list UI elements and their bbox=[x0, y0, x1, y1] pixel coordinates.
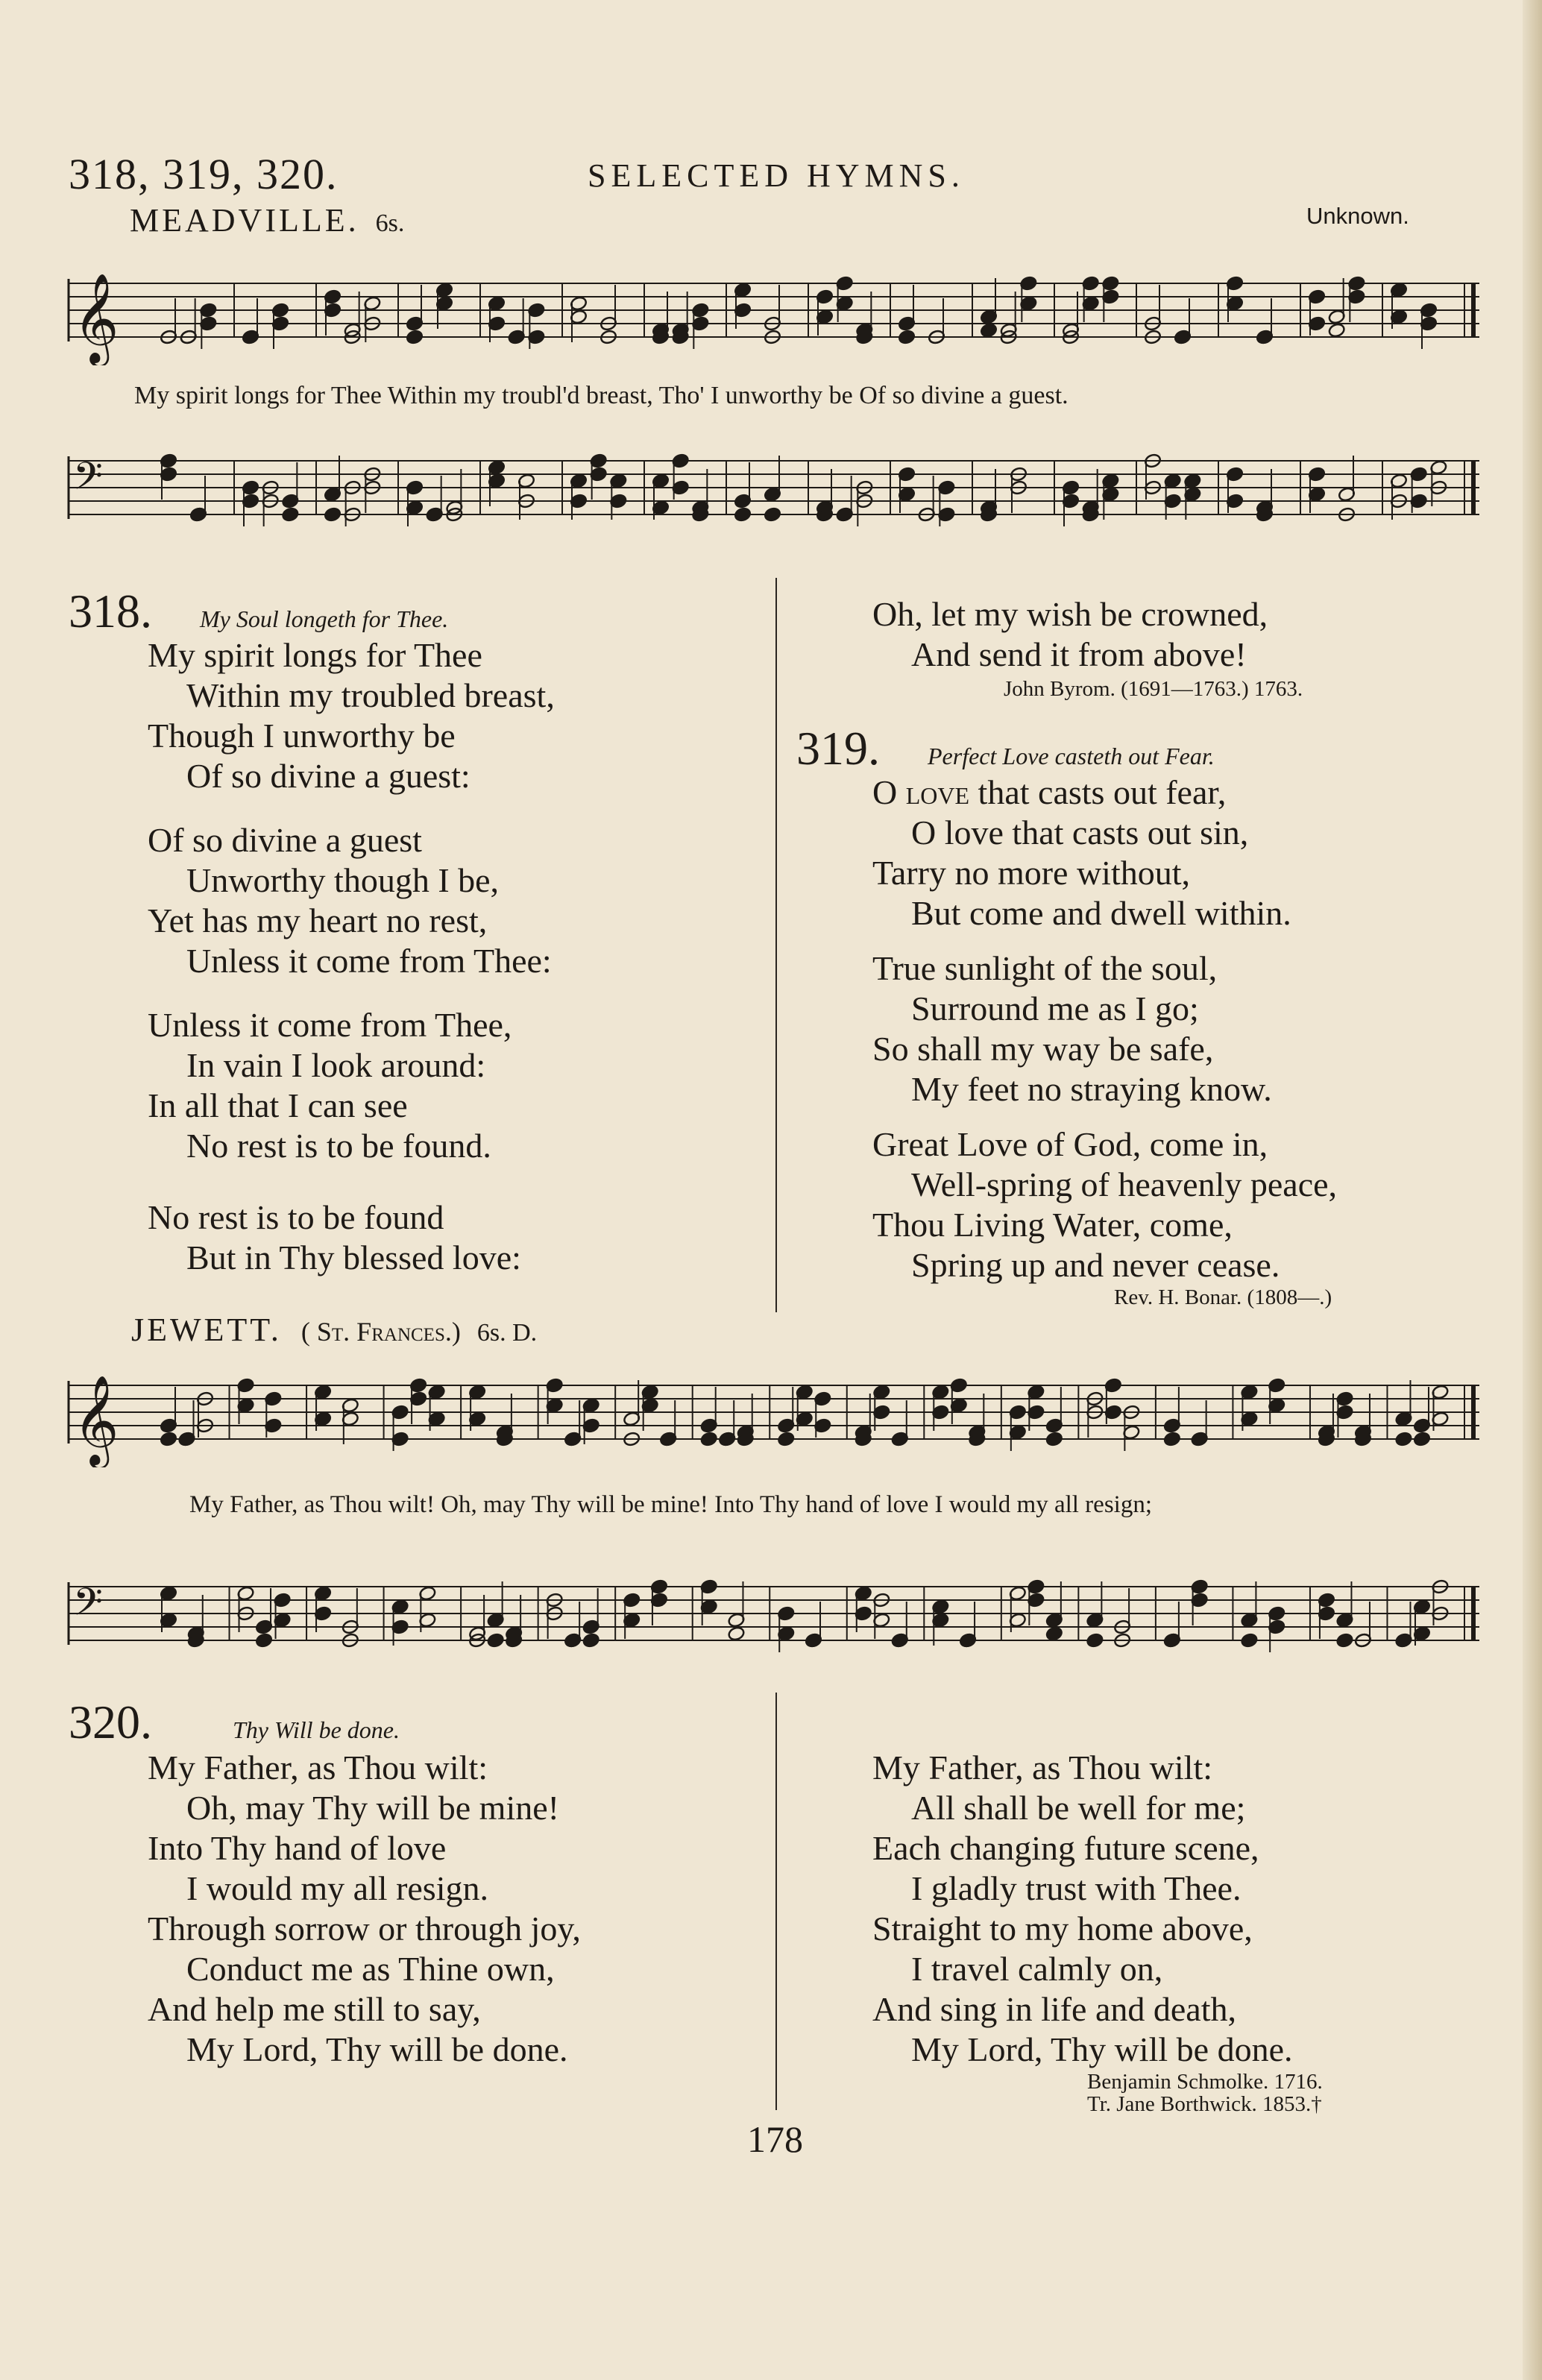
verse-line: And sing in life and death, bbox=[872, 1990, 1237, 2028]
note-head bbox=[1335, 1633, 1353, 1649]
note-head bbox=[777, 1432, 795, 1447]
hymn319-heading bbox=[796, 722, 1215, 775]
verse-line: Through sorrow or through joy, bbox=[148, 1910, 581, 1948]
note-head bbox=[980, 323, 998, 339]
page-number: 178 bbox=[747, 2118, 803, 2160]
verse-line: Unless it come from Thee, bbox=[148, 1006, 512, 1044]
hymn320-attribution-translator: Tr. Jane Borthwick. 1853.† bbox=[1087, 2092, 1322, 2116]
verse-line: Great Love of God, come in, bbox=[872, 1125, 1268, 1163]
verse-line: I travel calmly on, bbox=[911, 1950, 1163, 1988]
note-head bbox=[700, 1432, 718, 1447]
verse-line: Tarry no more without, bbox=[872, 854, 1191, 892]
note-head bbox=[281, 507, 299, 523]
hymn318-subtitle: My Soul longeth for Thee. bbox=[200, 605, 449, 632]
verse-line: Straight to my home above, bbox=[872, 1910, 1253, 1948]
verse-line: I would my all resign. bbox=[186, 1869, 488, 1907]
hymn320-verses-left bbox=[148, 1748, 581, 2070]
verse-line: In all that I can see bbox=[148, 1086, 408, 1124]
hymn318-attribution: John Byrom. (1691—1763.) 1763. bbox=[1004, 677, 1303, 701]
hymn318-verses-left bbox=[148, 635, 555, 1278]
tune1-underlay: My spirit longs for Thee Within my troubl'd breast, Tho' I unworthy be Of so divine a guest. bbox=[134, 382, 1069, 409]
verse-line: But come and dwell within. bbox=[911, 894, 1291, 932]
verse-line: My Father, as Thou wilt: bbox=[872, 1748, 1213, 1786]
hymn320-verses-right bbox=[872, 1748, 1292, 2070]
note-head bbox=[1045, 1626, 1063, 1642]
bass-clef-icon: 𝄢 bbox=[73, 453, 103, 508]
tune2-treble-staff bbox=[63, 1356, 1494, 1467]
note-head bbox=[1163, 1432, 1181, 1447]
tune2-underlay: My Father, as Thou wilt! Oh, may Thy will be mine! Into Thy hand of love I would my all resign; bbox=[189, 1491, 1152, 1518]
note-head bbox=[764, 507, 781, 523]
hymn319-subtitle: Perfect Love casteth out Fear. bbox=[928, 743, 1215, 769]
hymn319-number: 319. bbox=[796, 722, 880, 775]
note-head bbox=[1413, 1432, 1431, 1447]
verse-line: So shall my way be safe, bbox=[872, 1030, 1214, 1068]
tune1-heading bbox=[130, 201, 404, 239]
tune1-treble-staff bbox=[63, 254, 1494, 365]
note-head bbox=[734, 507, 752, 523]
verse-line: My spirit longs for Thee bbox=[148, 636, 482, 674]
verse-line: All shall be well for me; bbox=[911, 1789, 1246, 1827]
note-head bbox=[406, 330, 424, 345]
verse-line: My feet no straying know. bbox=[911, 1070, 1272, 1108]
verse-line: Though I unworthy be bbox=[148, 717, 456, 755]
note-head bbox=[1240, 1633, 1258, 1649]
hymn320-number: 320. bbox=[69, 1696, 152, 1748]
verse-line: Conduct me as Thine own, bbox=[186, 1950, 555, 1988]
note-head bbox=[1328, 323, 1346, 339]
section-title: SELECTED HYMNS. bbox=[588, 157, 965, 194]
verse-line: Unworthy though I be, bbox=[186, 861, 500, 899]
hymn320-subtitle: Thy Will be done. bbox=[233, 1716, 400, 1743]
note-head bbox=[324, 507, 342, 523]
tune1-composer: Unknown. bbox=[1306, 203, 1409, 229]
verse-line: Within my troubled breast, bbox=[186, 676, 555, 714]
verse-line bbox=[872, 772, 1337, 813]
verse-line: But in Thy blessed love: bbox=[186, 1238, 521, 1276]
verse-line: Well-spring of heavenly peace, bbox=[911, 1165, 1338, 1203]
note-head bbox=[487, 1633, 505, 1649]
hymn319-verses bbox=[872, 772, 1337, 1285]
tune1-bass-staff bbox=[63, 431, 1494, 543]
verse-line: In vain I look around: bbox=[186, 1046, 486, 1084]
verse-line: Thou Living Water, come, bbox=[872, 1206, 1233, 1244]
verse-line: Of so divine a guest bbox=[148, 821, 422, 859]
verse-line: Surround me as I go; bbox=[911, 989, 1199, 1027]
first-line-rest: that casts out fear, bbox=[969, 773, 1227, 811]
verse-line: Each changing future scene, bbox=[872, 1829, 1259, 1867]
note-head bbox=[1045, 1432, 1063, 1447]
hymn320-attribution-author: Benjamin Schmolke. 1716. bbox=[1087, 2070, 1323, 2094]
tune2-meter: 6s. D. bbox=[476, 1319, 538, 1347]
hymn318-number: 318. bbox=[69, 585, 152, 638]
note-head bbox=[1395, 1432, 1413, 1447]
column-divider bbox=[775, 1693, 777, 2110]
tune2-alt-name: ( St. Frances.) bbox=[300, 1317, 461, 1347]
tune1-meter: 6s. bbox=[375, 210, 405, 237]
tune2-heading bbox=[131, 1311, 537, 1349]
note-head bbox=[255, 1633, 273, 1649]
verse-line: Oh, let my wish be crowned, bbox=[872, 595, 1268, 633]
verse-line: No rest is to be found bbox=[148, 1198, 444, 1236]
tune2-name: JEWETT. bbox=[131, 1312, 282, 1348]
note-head bbox=[1086, 1633, 1104, 1649]
note-head bbox=[898, 330, 916, 345]
treble-clef-icon: 𝄞 bbox=[73, 272, 119, 363]
verse-line: Spring up and never cease. bbox=[911, 1246, 1280, 1284]
verse-line: Yet has my heart no rest, bbox=[148, 901, 488, 939]
verse-line: True sunlight of the soul, bbox=[872, 949, 1218, 987]
bass-clef-icon: 𝄢 bbox=[73, 1579, 103, 1634]
verse-line: Of so divine a guest: bbox=[186, 757, 471, 795]
verse-line: And help me still to say, bbox=[148, 1990, 481, 2028]
column-divider bbox=[775, 578, 777, 1312]
hymn318-verses-right bbox=[872, 594, 1268, 675]
verse-line: I gladly trust with Thee. bbox=[911, 1869, 1242, 1907]
verse-line: My Lord, Thy will be done. bbox=[911, 2030, 1293, 2068]
hymn320-heading bbox=[69, 1696, 400, 1748]
verse-line: Oh, may Thy will be mine! bbox=[186, 1789, 559, 1827]
verse-line: And send it from above! bbox=[911, 635, 1247, 673]
tune1-name: MEADVILLE. bbox=[130, 202, 359, 239]
verse-line: My Father, as Thou wilt: bbox=[148, 1748, 488, 1786]
note-head bbox=[728, 1626, 746, 1642]
hymn318-heading bbox=[69, 585, 449, 638]
page-edge-shadow bbox=[1523, 0, 1542, 2380]
verse-line: Into Thy hand of love bbox=[148, 1829, 447, 1867]
verse-line: Unless it come from Thee: bbox=[186, 942, 552, 980]
hymn319-attribution: Rev. H. Bonar. (1808—.) bbox=[1114, 1285, 1332, 1309]
verse-line: No rest is to be found. bbox=[186, 1127, 491, 1165]
treble-clef-icon: 𝄞 bbox=[73, 1374, 119, 1465]
note-head bbox=[582, 1633, 600, 1649]
verse-line: My Lord, Thy will be done. bbox=[186, 2030, 568, 2068]
hymn-numbers-header: 318, 319, 320. bbox=[69, 150, 339, 198]
first-words: O love bbox=[872, 773, 970, 811]
note-head bbox=[160, 1432, 177, 1447]
verse-line: O love that casts out sin, bbox=[911, 813, 1249, 851]
tune2-bass-staff bbox=[63, 1557, 1494, 1669]
